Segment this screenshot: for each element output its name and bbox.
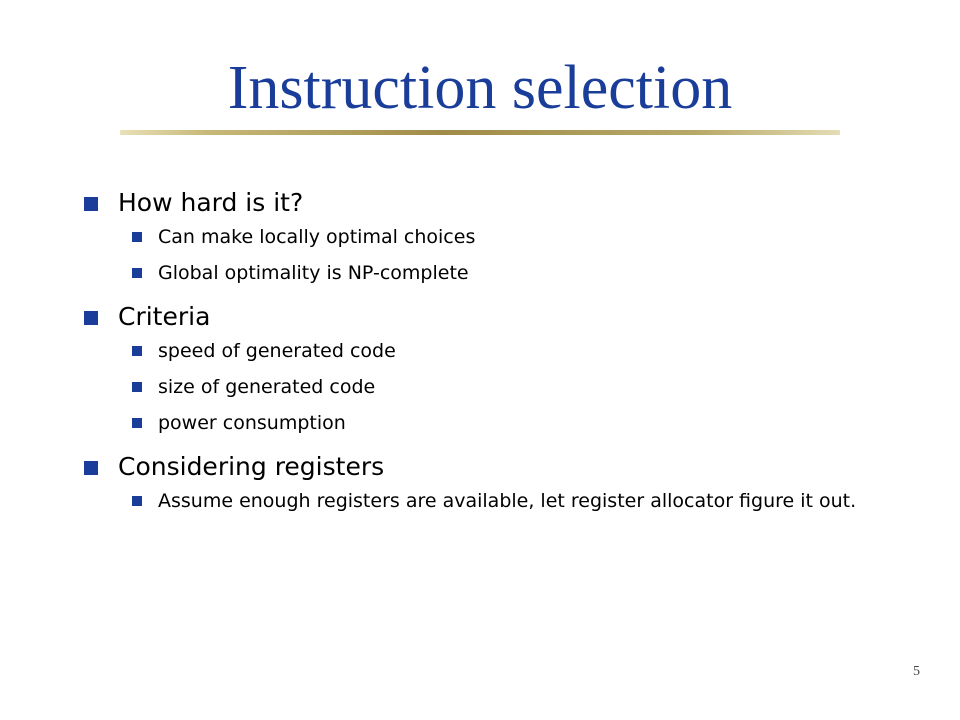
slide-title: Instruction selection	[227, 54, 733, 122]
sub-bullet-text: speed of generated code	[158, 340, 396, 362]
bullet-considering-registers	[82, 450, 882, 484]
sub-bullet-text: Assume enough registers are available, let register allocator figure it out.	[158, 490, 857, 512]
sub-bullet-text: power consumption	[158, 412, 346, 434]
sub-bullet-text: Can make locally optimal choices	[158, 226, 476, 248]
bullet-text: How hard is it?	[118, 188, 304, 217]
bullet-group-criteria	[82, 300, 882, 436]
sub-bullet-size	[82, 374, 882, 400]
bullet-criteria	[82, 300, 882, 334]
square-bullet-icon	[132, 346, 142, 356]
sub-bullet-locally-optimal	[82, 224, 882, 250]
slide-content	[82, 186, 882, 528]
title-divider	[120, 130, 840, 135]
square-bullet-icon	[132, 418, 142, 428]
bullet-group-difficulty	[82, 186, 882, 286]
square-bullet-icon	[132, 232, 142, 242]
square-bullet-icon	[132, 496, 142, 506]
sub-bullet-global-optimality	[82, 260, 882, 286]
sub-bullet-text: size of generated code	[158, 376, 376, 398]
square-bullet-icon	[132, 382, 142, 392]
square-bullet-icon	[84, 197, 98, 211]
sub-bullet-text: Global optimality is NP-complete	[158, 262, 469, 284]
square-bullet-icon	[84, 461, 98, 475]
bullet-text: Criteria	[118, 302, 211, 331]
page-number: 5	[913, 664, 920, 679]
square-bullet-icon	[132, 268, 142, 278]
bullet-how-hard	[82, 186, 882, 220]
sub-bullet-power	[82, 410, 882, 436]
bullet-text: Considering registers	[118, 452, 385, 481]
sub-bullet-register-allocator	[82, 488, 882, 514]
sub-bullet-speed	[82, 338, 882, 364]
square-bullet-icon	[84, 311, 98, 325]
bullet-group-registers	[82, 450, 882, 514]
